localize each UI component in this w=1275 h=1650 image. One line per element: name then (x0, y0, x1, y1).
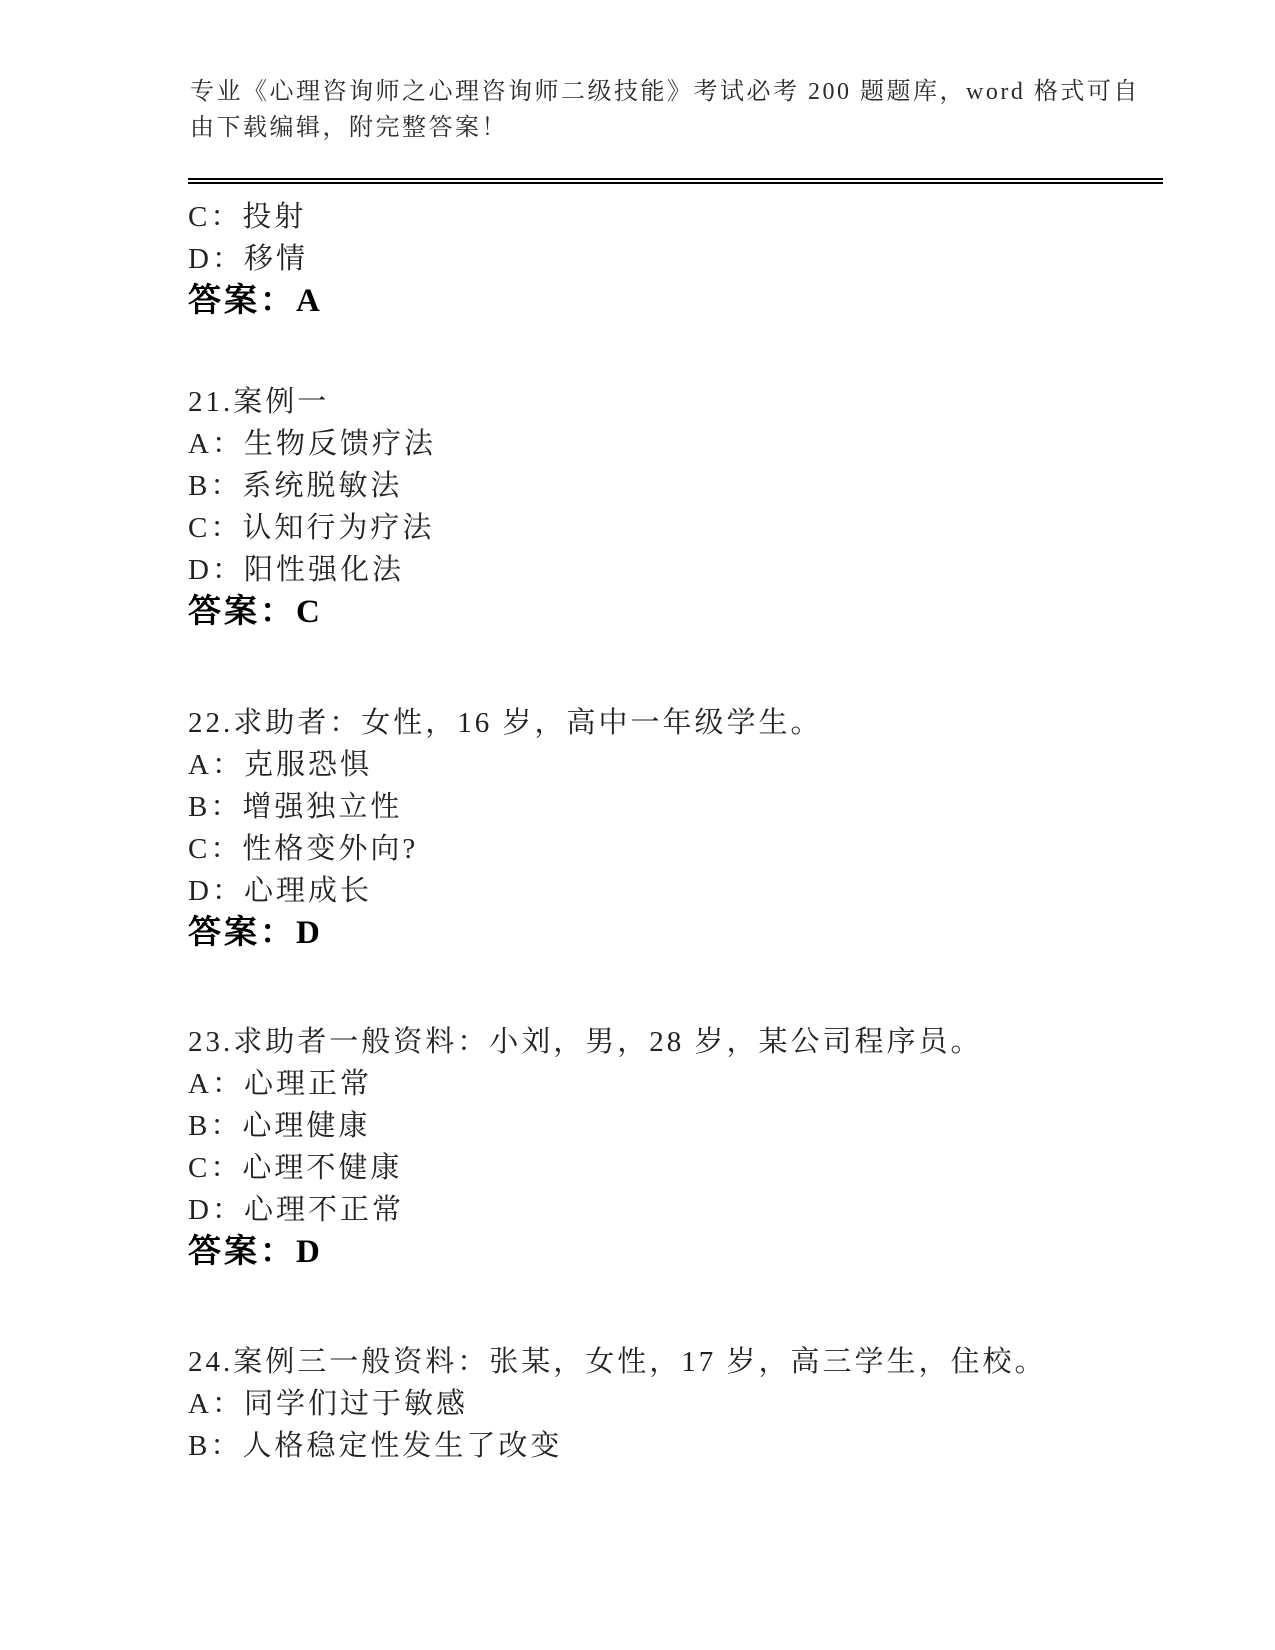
option-line-c: C：投射 (188, 201, 307, 233)
header-line-1: 专业《心理咨询师之心理咨询师二级技能》考试必考 200 题题库，word 格式可自 (190, 79, 1140, 105)
option-line-a: A：同学们过于敏感 (188, 1388, 468, 1420)
question-block-22 (188, 702, 1188, 954)
option-line-c: C：性格变外向? (188, 833, 419, 865)
answer-line: 答案：C (188, 594, 323, 630)
option-line-b: B：人格稳定性发生了改变 (188, 1430, 563, 1462)
option-line-b: B：系统脱敏法 (188, 470, 403, 502)
answer-line: 答案：D (188, 915, 323, 951)
option-line-d: D：心理成长 (188, 875, 372, 907)
option-line-b: B：增强独立性 (188, 791, 403, 823)
question-stem: 23.求助者一般资料：小刘，男，28 岁，某公司程序员。 (188, 1026, 983, 1058)
question-stem: 24.案例三一般资料：张某，女性，17 岁，高三学生，住校。 (188, 1346, 1047, 1378)
answer-line: 答案：A (188, 283, 323, 319)
answer-line: 答案：D (188, 1234, 323, 1270)
option-line-c: C：认知行为疗法 (188, 512, 435, 544)
question-block-21 (188, 381, 1188, 633)
question-stem: 22.求助者：女性，16 岁，高中一年级学生。 (188, 707, 823, 739)
header-line-2: 由下载编辑，附完整答案！ (190, 115, 508, 141)
question-block-23 (188, 1021, 1188, 1273)
option-line-a: A：生物反馈疗法 (188, 428, 436, 460)
question-stem: 21.案例一 (188, 386, 330, 418)
header-rule (188, 178, 1163, 184)
option-line-d: D：心理不正常 (188, 1194, 404, 1226)
option-line-b: B：心理健康 (188, 1110, 371, 1142)
question-block-24 (188, 1341, 1188, 1467)
option-line-a: A：克服恐惧 (188, 749, 372, 781)
option-line-d: D：移情 (188, 243, 308, 275)
question-block-partial (188, 196, 1188, 322)
option-line-a: A：心理正常 (188, 1068, 372, 1100)
option-line-d: D：阳性强化法 (188, 554, 404, 586)
option-line-c: C：心理不健康 (188, 1152, 403, 1184)
